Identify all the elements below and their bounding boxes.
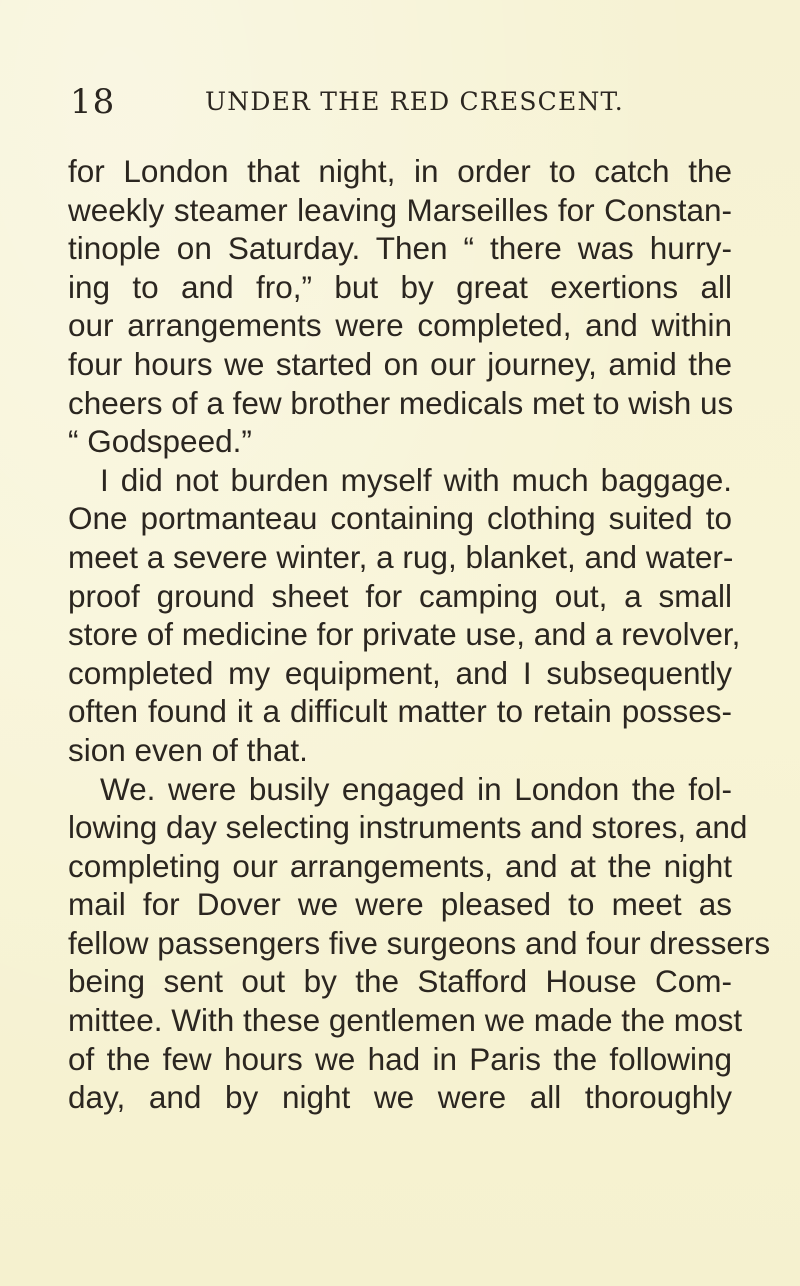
text-line: often found it a difficult matter to retain posses-: [68, 693, 732, 730]
text-line: of the few hours we had in Paris the following: [68, 1040, 732, 1077]
text-line: our arrangements were completed, and within: [68, 307, 732, 344]
text-line: mittee. With these gentlemen we made the most: [68, 1002, 743, 1039]
text-line: four hours we started on our journey, amid the: [68, 345, 732, 382]
text-line: tinople on Saturday. Then “ there was hurry-: [68, 230, 732, 267]
text-line: completed my equipment, and I subsequently: [68, 654, 732, 691]
text-line: weekly steamer leaving Marseilles for Constan-: [68, 191, 732, 228]
text-line: proof ground sheet for camping out, a small: [68, 577, 732, 614]
text-line: cheers of a few brother medicals met to wish us: [68, 384, 734, 421]
text-line: lowing day selecting instruments and stores, and: [68, 809, 748, 846]
text-line: fellow passengers five surgeons and four dressers: [68, 924, 771, 961]
page-header: [0, 82, 800, 122]
text-line: completing our arrangements, and at the night: [68, 847, 732, 884]
text-line: ing to and fro,” but by great exertions all: [68, 268, 732, 305]
running-head: UNDER THE RED CRESCENT.: [205, 87, 624, 116]
text-line: I did not burden myself with much baggage.: [100, 461, 732, 498]
text-line: We. were busily engaged in London the fol-: [100, 770, 732, 807]
text-line: meet a severe winter, a rug, blanket, and water-: [68, 538, 734, 575]
page-number: 18: [70, 82, 116, 122]
body-text: [68, 152, 771, 1117]
text-line: sion even of that.: [68, 731, 308, 768]
text-line: day, and by night we were all thoroughly: [68, 1079, 732, 1116]
text-line: mail for Dover we were pleased to meet as: [68, 886, 732, 923]
text-line: “ Godspeed.”: [68, 423, 252, 460]
text-line: One portmanteau containing clothing suited to: [68, 500, 732, 537]
text-line: for London that night, in order to catch the: [68, 153, 732, 189]
text-line: store of medicine for private use, and a revolver,: [68, 616, 741, 653]
text-line: being sent out by the Stafford House Com-: [68, 963, 732, 1000]
